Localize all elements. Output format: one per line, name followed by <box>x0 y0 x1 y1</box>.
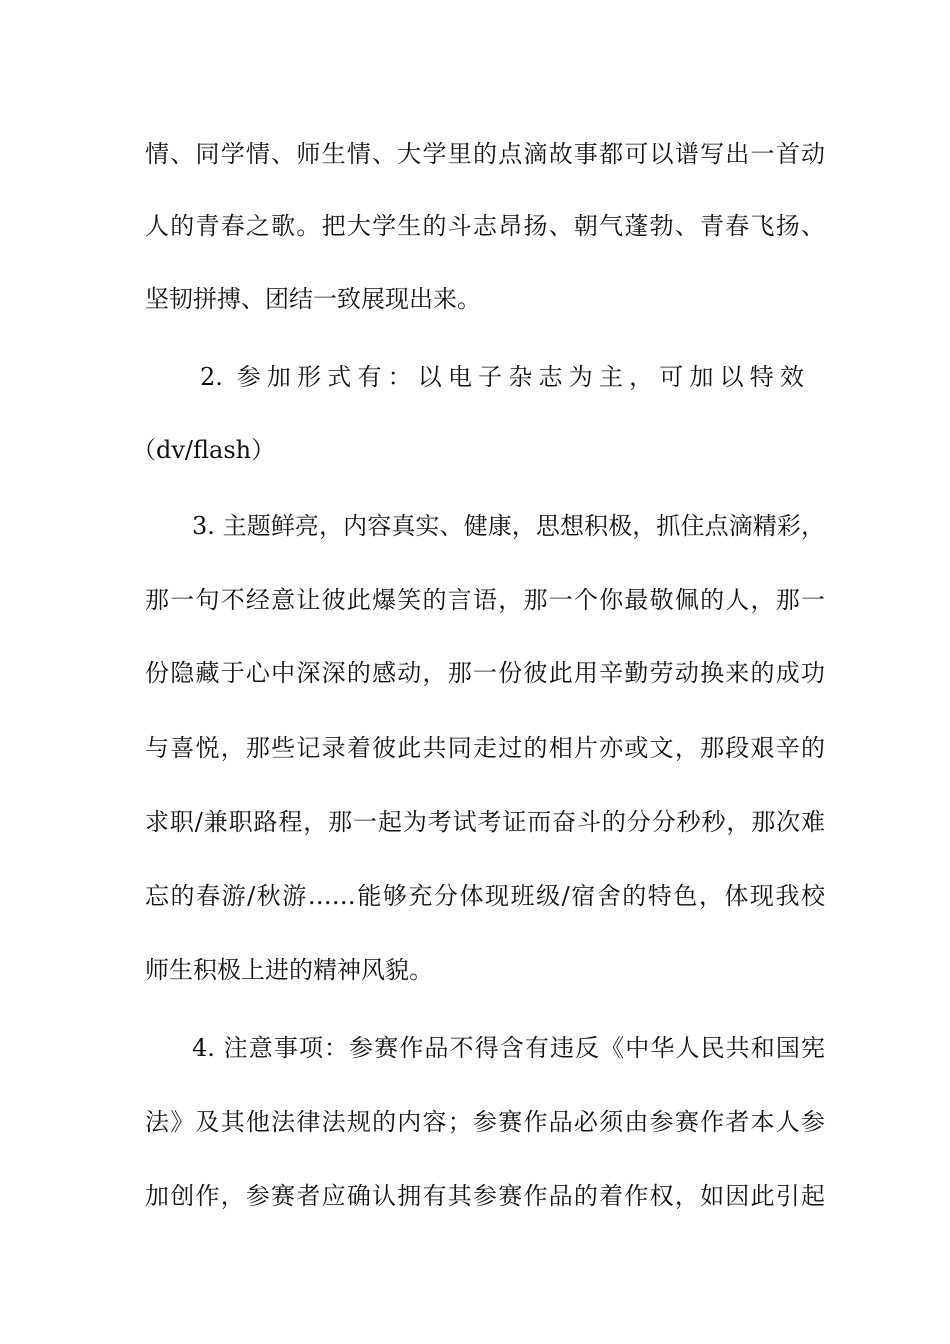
paragraph-line: 与喜悦，那些记录着彼此共同走过的相片亦或文，那段艰辛的 <box>145 734 825 762</box>
paragraph-line: 那一句不经意让彼此爆笑的言语，那一个你最敬佩的人，那一 <box>145 586 825 614</box>
paragraph-line: 情、同学情、师生情、大学里的点滴故事都可以谱写出一首动 <box>145 140 825 168</box>
paragraph-line: 法》及其他法律法规的内容；参赛作品必须由参赛作者本人参 <box>145 1108 825 1136</box>
paragraph-line: 求职/兼职路程，那一起为考试考证而奋斗的分分秒秒，那次难 <box>145 808 825 836</box>
list-item-3-line: 3. 主题鲜亮，内容真实、健康，思想积极，抓住点滴精彩， <box>192 512 825 540</box>
paragraph-line: 师生积极上进的精神风貌。 <box>145 956 433 984</box>
paragraph-line: 人的青春之歌。把大学生的斗志昂扬、朝气蓬勃、青春飞扬、 <box>145 212 825 240</box>
paragraph-line: 份隐藏于心中深深的感动，那一份彼此用辛勤劳动换来的成功 <box>145 659 825 687</box>
list-item-4-line: 4. 注意事项：参赛作品不得含有违反《中华人民共和国宪 <box>192 1034 825 1062</box>
paragraph-line: 加创作，参赛者应确认拥有其参赛作品的着作权，如因此引起 <box>145 1182 825 1210</box>
list-item-2-line: 2. 参加形式有：以电子杂志为主，可加以特效 <box>200 363 804 391</box>
paragraph-line: 忘的春游/秋游……能够充分体现班级/宿舍的特色，体现我校 <box>145 882 825 910</box>
paragraph-line: 坚韧拼搏、团结一致展现出来。 <box>145 285 481 313</box>
list-item-2-line: （dv/flash） <box>132 436 276 464</box>
